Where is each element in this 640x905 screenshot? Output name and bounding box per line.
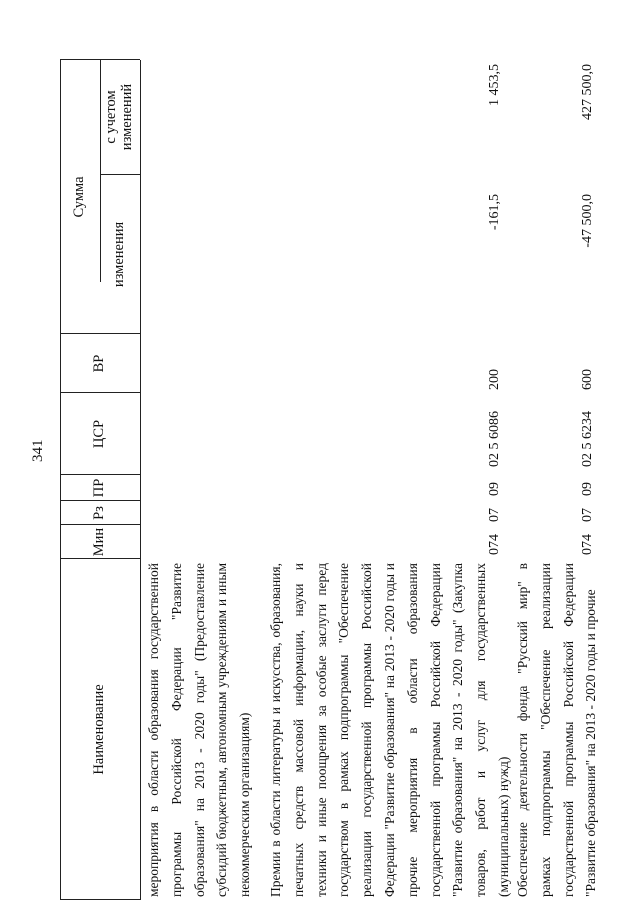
row-3-rz: 07 — [580, 508, 595, 522]
page-number: 341 — [30, 439, 46, 462]
row-3-min: 074 — [580, 534, 595, 555]
row-2-pr: 09 — [487, 482, 502, 496]
row-1-name: мероприятия в области образования государственной программы Российской Федерации "Развитие образования" на 2013 - 2020 годы" (Предоставление субсидий бюджетным, автономным учреждениям и иным некоммерческим организациям) — [146, 563, 253, 897]
row-3-pr: 09 — [580, 482, 595, 496]
row-2-rz: 07 — [487, 508, 502, 522]
row-2-name: Премии в области литературы и искусства, образования, печатных средств массовой информации, науки и техники и иные поощрения за особые заслуги перед государством в рамках подпрограммы "Обеспечение реализации государственной программы Российской Федерации "Развитие образования" на 2013 - 2020 годы и прочие мероприятия в области образования государственной программы Российской Федерации "Развитие образования" на 2013 - 2020 годы" (Закупка товаров, работ и услуг для государственных (муниципальных) нужд) — [268, 563, 511, 897]
header-with-changes: с учетом изменений — [103, 83, 135, 151]
row-3-csr: 02 5 6234 — [580, 411, 595, 467]
row-2-change: -161,5 — [487, 194, 502, 231]
header-changes: изменения — [111, 221, 128, 288]
header-pr: ПР — [91, 478, 108, 498]
header-rz: Рз — [91, 506, 108, 520]
table-header-bottom — [140, 60, 141, 900]
row-3-change: -47 500,0 — [580, 194, 595, 248]
row-2-total: 1 453,5 — [487, 64, 502, 106]
row-3-name: Обеспечение деятельности фонда "Русский мир" в рамках подпрограммы "Обеспечение реализации государственной программы Российской Федерации "Развитие образования" на 2013 - 2020 годы и прочие — [515, 563, 599, 897]
header-sum: Сумма — [71, 176, 88, 218]
row-2-csr: 02 5 6086 — [487, 411, 502, 467]
header-name: Наименование — [91, 684, 108, 775]
row-3-vr: 600 — [580, 369, 595, 390]
header-vr: ВР — [91, 354, 108, 373]
row-3-total: 427 500,0 — [580, 64, 595, 120]
header-min: Мин — [91, 527, 108, 557]
header-csr: ЦСР — [91, 419, 108, 449]
row-2-vr: 200 — [487, 369, 502, 390]
row-2-min: 074 — [487, 534, 502, 555]
